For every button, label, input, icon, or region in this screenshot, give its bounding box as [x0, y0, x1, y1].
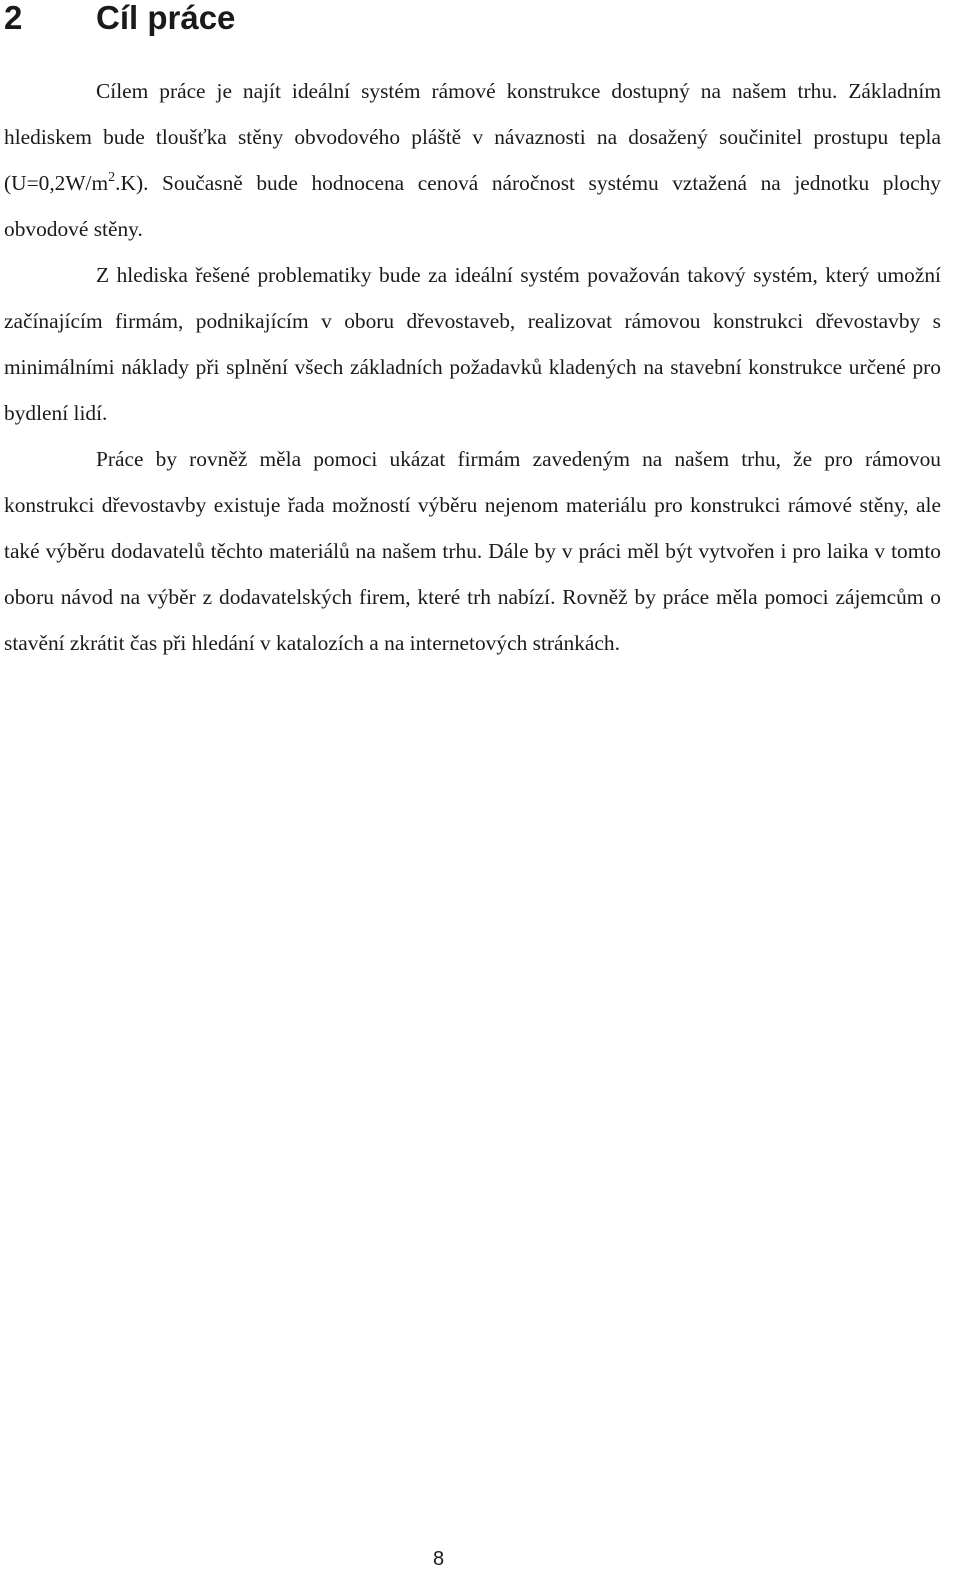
- chapter-number: 2: [4, 0, 23, 36]
- paragraph-ideal-system: Z hlediska řešené problematiky bude za ideální systém považován takový systém, který umožní začínajícím firmám, podnikajícím v oboru dřevostaveb, realizovat rámovou konstrukci dřevostavby s minimálními náklady při splnění všech základních požadavků kladených na stavební konstrukce určené pro bydlení lidí.: [4, 263, 941, 425]
- body-text: [4, 68, 941, 666]
- page-number: 8: [433, 1548, 445, 1570]
- paragraph-goal-text: Cílem práce je najít ideální systém rámové konstrukce dostupný na našem trhu. Základním hlediskem bude tloušťka stěny obvodového pláště v návaznosti na dosažený součinitel prostupu tepla (U=0,2W/m: [4, 79, 941, 195]
- paragraph-benefits: Práce by rovněž měla pomoci ukázat firmám zavedeným na našem trhu, že pro rámovou konstrukci dřevostavby existuje řada možností výběru nejenom materiálu pro konstrukci rámové stěny, ale také výběru dodavatelů těchto materiálů na našem trhu. Dále by v práci měl být vytvořen i pro laika v tomto oboru návod na výběr z dodavatelských firem, které trh nabízí. Rovněž by práce měla pomoci zájemcům o stavění zkrátit čas při hledání v katalozích a na internetových stránkách.: [4, 447, 941, 655]
- chapter-title: Cíl práce: [96, 0, 236, 36]
- paragraph-goal-text-continued: .K). Současně bude hodnocena cenová náročnost systému vztažená na jednotku plochy obvodové stěny.: [4, 171, 941, 241]
- chapter-heading: [4, 0, 235, 36]
- unit-superscript: 2: [108, 170, 116, 185]
- paragraph-goal: [4, 68, 941, 252]
- document-page: [4, 0, 944, 1593]
